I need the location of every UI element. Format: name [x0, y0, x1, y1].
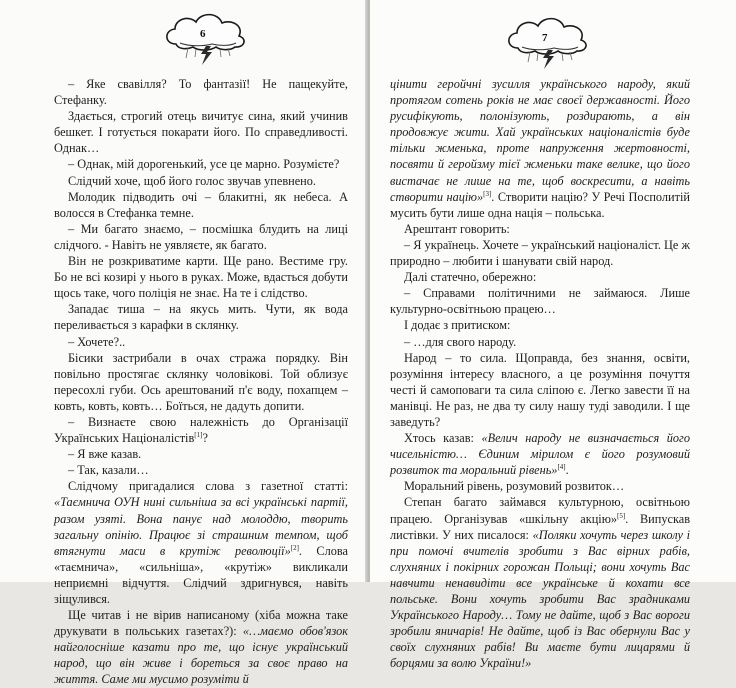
paragraph: [390, 317, 690, 333]
text-run: – Хочете?..: [68, 334, 126, 349]
right-page: [370, 0, 736, 671]
text-run: . Слова «таємнича», «сильніша», «крутіж» викликали неприємні відчуття. Слідчий здригнувся, навіть зіщулився.: [54, 543, 348, 606]
text-run: – Я українець. Хочете – український націоналіст. Це ж природно – любити і шанувати свій народ.: [390, 237, 690, 269]
text-run: . Випускав листівки. У них писалося:: [390, 511, 691, 542]
text-run: Слідчий хоче, щоб його голос звучав упевнено.: [68, 173, 316, 188]
text-run: – Справами політичними не займаюся. Лише культурно-освітньою працею…: [390, 286, 690, 317]
paragraph: [54, 221, 348, 253]
paragraph: [54, 253, 348, 301]
paragraph: [54, 334, 348, 350]
paragraph: [54, 478, 348, 607]
footnote-ref: [4]: [557, 463, 566, 472]
footnote-ref: [1]: [194, 430, 203, 439]
text-run: І додає з притиском:: [404, 318, 511, 333]
quote-text: «…маємо обов'язок найголосніше казати про те, що існує український народ, що він живе і бореться за своє право на життя. Саме ми мусимо розуміти й: [54, 624, 348, 687]
footnote-ref: [5]: [617, 511, 626, 520]
paragraph: [54, 173, 348, 189]
paragraph: [54, 301, 348, 333]
left-body-text: [54, 76, 348, 688]
paragraph: [390, 76, 690, 221]
paragraph: [54, 446, 348, 462]
paragraph: [54, 189, 348, 221]
text-run: Степан багато займався культурною, освітньою працею. Організував «шкільну акцію»: [390, 495, 690, 526]
paragraph: [390, 478, 690, 494]
text-run: Молодик підводить очі – блакитні, як небеса. А волосся в Стефанка темне.: [54, 189, 348, 220]
text-run: Западає тиша – на якусь мить. Чути, як вода переливається з карафки в склянку.: [54, 302, 348, 333]
text-run: Моральний рівень, розумовий розвиток…: [404, 479, 625, 494]
quote-text: цінити геройчні зусилля українського народу, який протягом сотень років не має своєї державності. Його русифікують, полонізують, роздирають, а він продовжує жити. Хай українських націоналістів буде тільки жменька, проте напруження жертовності, посвяти й геройзму тієї жменьки таке велике, що його вистачає не лише на те, щоб воскресити, а навіть створити націю»: [390, 77, 690, 204]
paragraph: [54, 108, 348, 156]
text-run: Він не розкриватиме карти. Ще рано. Вестиме гру. Бо не всі козирі у нього в руках. Може, вдасться добути щось таке, чого поліція не знає. На те і слідство.: [54, 254, 348, 301]
paragraph: [390, 237, 690, 269]
footnote-ref: [2]: [290, 543, 299, 552]
paragraph: [54, 414, 348, 446]
text-run: – Так, казали…: [68, 463, 149, 478]
text-run: Ще читав і не вірив написаному (хіба можна таке друкувати в польських газетах?):: [54, 608, 348, 639]
text-run: . Створити націю? У Речі Посполитій мусить бути лише одна нація – польська.: [390, 189, 690, 220]
paragraph: [390, 269, 690, 285]
text-run: – …для свого народу.: [404, 334, 517, 349]
paragraph: [390, 350, 690, 430]
quote-text: «Таємнича ОУН нині сильніша за всі українські партії, разом узяті. Вона панує над молоддю, творить загальну опінію. Працює зі страшним темпом, щоб втягнути маси в крутіж революції»: [54, 495, 348, 558]
text-run: Бісики застрибали в очах стража порядку. Він повільно простягає склянку чоловікові. Той облизує пересохлі губи. Ось арештований п'є воду, похапцем – ковть, ковть, ковть… Боїться, не дадуть допити.: [54, 350, 348, 413]
paragraph: [390, 430, 690, 478]
text-run: Здається, строгий отець вичитує сина, який учинив бешкет. І готується покарати його. По справедливості. Однак…: [54, 109, 348, 156]
paragraph: [54, 350, 348, 414]
paragraph: [390, 221, 690, 237]
text-run: ?: [202, 431, 208, 446]
left-page: [0, 0, 368, 687]
quote-text: «Велич народу не визначається його чисельністю… Єдиним мірилом є його розумовий розвиток та моральний рівень»: [390, 431, 690, 478]
paragraph: [54, 607, 348, 687]
text-run: .: [565, 463, 569, 478]
paragraph: [54, 462, 348, 478]
paragraph: [390, 334, 690, 350]
paragraph: [54, 156, 348, 172]
text-run: – Ми багато знаємо, – посмішка блудить на лиці слідчого. - Навіть не уявляєте, як багато.: [54, 221, 348, 252]
page-number: 6: [200, 28, 206, 40]
quote-text: «Поляки хочуть через школу і при помочі вчителів зробити з Вас вірних рабів, слухняних і покірних горожан Польщі; вони хочуть Вас навчити ненавидіти все українське й кохати все польське. Вони хочуть зробити Вас зрадниками Українського Народу… Тому не дайте, щоб з Вас вороги зробили яничарів! Не дайте, щоб із Вас обернули Вас у своїх слухняних рабів! Ви маєте бути лицарями й борцями за волю України!»: [390, 527, 690, 671]
page-number: 7: [542, 32, 548, 44]
footnote-ref: [3]: [483, 189, 492, 198]
text-run: – Я вже казав.: [68, 447, 142, 462]
text-run: Арештант говорить:: [404, 221, 510, 236]
right-body-text: [390, 76, 690, 671]
text-run: Народ – то сила. Щоправда, без знання, освіти, розуміння інтересу власного, а це розуміння почуття честі й самоповаги та сила сліпою є. Легко завести її на манівці. Не раз, не два ту силу нашу тудi заводили. І ще заведуть?: [390, 350, 690, 429]
text-run: – Однак, мій дорогенький, усе це марно. Розумієте?: [68, 157, 340, 172]
text-run: Далі статечно, обережно:: [404, 270, 537, 285]
paragraph: [390, 285, 690, 317]
text-run: Слідчому пригадалися слова з газетної статті:: [68, 479, 348, 494]
text-run: – Яке свавілля? То фантазії! Не пащекуйте, Стефанку.: [54, 77, 348, 108]
text-run: – Визнаєте свою належність до Організації Українських Націоналістів: [54, 414, 348, 446]
paragraph: [390, 494, 690, 671]
paragraph: [54, 76, 348, 108]
text-run: Хтось казав:: [404, 431, 482, 446]
